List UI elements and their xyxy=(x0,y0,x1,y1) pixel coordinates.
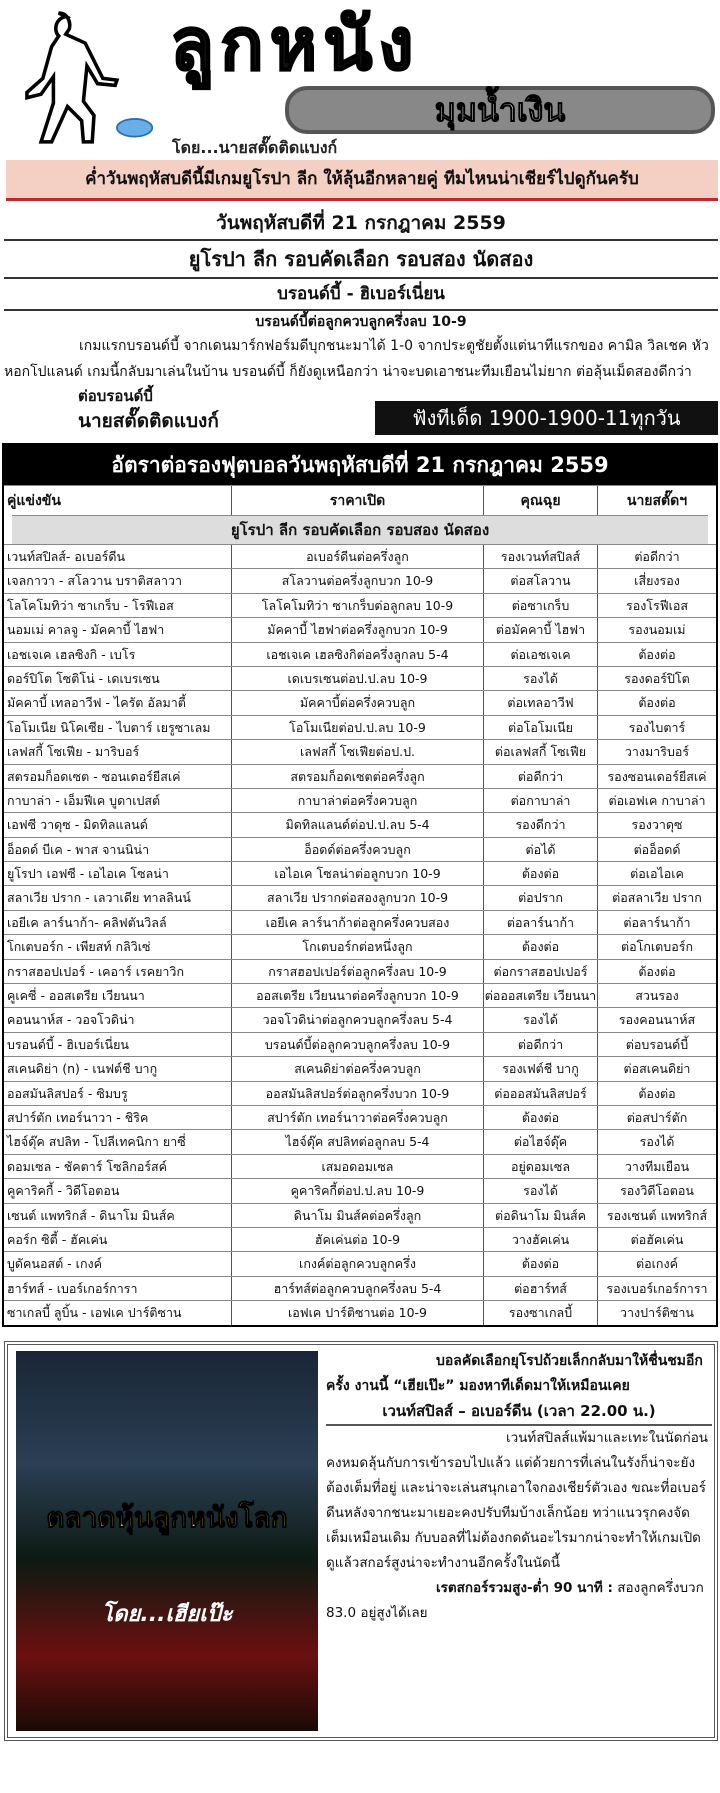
table-cell: เอชเจเค เฮลซิงกิต่อครึ่งลูกลบ 5-4 xyxy=(232,643,484,666)
table-row xyxy=(4,715,716,739)
table-cell: สปาร์ตัก เทอร์นาวาต่อครึ่งควบลูก xyxy=(232,1106,484,1129)
table-cell: ต่อลาร์นาก้า xyxy=(484,911,598,934)
table-cell: ต่อฮาร์ทส์ xyxy=(484,1277,598,1300)
table-header-row xyxy=(4,485,716,515)
table-cell: ต่ออ็อดด์ xyxy=(633,841,681,857)
pick-row xyxy=(4,385,718,435)
table-cell: รองดีกว่า xyxy=(484,813,598,836)
table-row xyxy=(4,544,716,568)
table-row xyxy=(4,910,716,934)
table-cell: กาบาล่าต่อครึ่งควบลูก xyxy=(232,789,484,812)
table-cell: มิดทิลแลนด์ต่อป.ป.ลบ 5-4 xyxy=(232,813,484,836)
table-cell: โกเตบอร์ก - เพียสท์ กลิวิเซ่ xyxy=(4,935,232,958)
score-value: สองลูกครึ่งบวก 83.0 อยู่สูงได้เลย xyxy=(326,1579,704,1621)
table-cell: ต้องต่อ xyxy=(638,963,676,979)
table-cell: สเคนดิย่าต่อครึ่งควบลูก xyxy=(232,1057,484,1080)
table-cell: ต่อมัคคาบี้ ไฮฟา xyxy=(484,618,598,641)
odds-line: บรอนด์บี้ต่อลูกควบลูกครึ่งลบ 10-9 xyxy=(255,314,467,330)
table-cell: ต่อสลาเวีย ปราก xyxy=(612,890,702,906)
table-cell: รองเบอร์เกอร์การา xyxy=(606,1280,708,1296)
table-cell: กราสฮอปเปอร์ - เคอาร์ เรคยาวิก xyxy=(4,960,232,983)
table-cell: วางทีมเยือน xyxy=(624,1158,690,1174)
score-label: เรตสกอร์รวมสูง-ต่ำ 90 นาที : xyxy=(436,1579,613,1596)
table-cell: ต่อออสมันลิสปอร์ xyxy=(484,1082,598,1105)
table-cell: เสี่ยงรอง xyxy=(634,573,680,589)
table-row xyxy=(4,1227,716,1251)
table-cell: คอนนาห์ส - วอจโวดิน่า xyxy=(4,1008,232,1031)
table-cell: โอโมเนีย นิโคเซีย - ไบตาร์ เยรูซาเลม xyxy=(4,716,232,739)
table-cell: รองวาดุซ xyxy=(631,817,683,833)
table-cell: คูเคซี่ - ออสเตรีย เวียนนา xyxy=(4,984,232,1007)
column-box xyxy=(4,1341,718,1741)
score-line xyxy=(326,1576,712,1626)
table-cell: รองไบตาร์ xyxy=(628,719,686,735)
table-row xyxy=(4,1129,716,1153)
table-cell: เอฟเค ปาร์ติซานต่อ 10-9 xyxy=(232,1301,484,1324)
table-cell: เอยีเค ลาร์นาก้าต่อลูกครึ่งควบสอง xyxy=(232,911,484,934)
table-cell: ต่อดีกว่า xyxy=(484,765,598,788)
table-row xyxy=(4,1154,716,1178)
preview-paragraph: เกมแรกบรอนด์บี้ จากเดนมาร์กฟอร์มดีบุกชนะมาได้ 1-0 จากประตูชัยตั้งแต่นาทีแรกของ คามิล วิลเชค หัวหอกโปแลนด์ เกมนี้กลับมาเล่นในบ้าน บรอนด์บี้ ก็ยังดูเหนือกว่า น่าจะบดเอาชนะทีมเยือนไม่ยาก ต่อลุ้นเม็ดสองดีกว่า xyxy=(4,338,709,380)
table-cell: เสมอดอมเซล xyxy=(232,1155,484,1178)
logo-subtitle: มุมน้ำเงิน xyxy=(285,86,715,134)
image-title: ตลาดหุ้นลูกหนังโลก xyxy=(46,1500,288,1534)
table-cell: ต่อสเคนดิย่า xyxy=(623,1061,691,1077)
table-row xyxy=(4,1276,716,1300)
table-cell: มัคคาบี้ ไฮฟาต่อครึ่งลูกบวก 10-9 xyxy=(232,618,484,641)
table-cell: ต้องต่อ xyxy=(638,646,676,662)
table-cell: ต่อออสเตรีย เวียนนา xyxy=(484,984,598,1007)
table-cell: ออสมันลิสปอร์ต่อลูกครึ่งบวก 10-9 xyxy=(232,1082,484,1105)
table-row xyxy=(4,764,716,788)
table-cell: ต่อเอฟเค กาบาล่า xyxy=(608,792,706,808)
table-cell: เจลกาวา - สโลวาน บราติสลาวา xyxy=(4,569,232,592)
column-image xyxy=(16,1351,318,1731)
table-cell: ต่อลาร์นาก้า xyxy=(623,914,691,930)
masthead-logo xyxy=(0,0,720,160)
table-cell: เลฟสกี้ โซเฟียต่อป.ป. xyxy=(232,740,484,763)
match-heading: บรอนด์บี้ - ฮิเบอร์เนี่ยน xyxy=(4,279,718,311)
hotline-banner: ฟังทีเด็ด 1900-1900-11ทุกวัน xyxy=(375,401,718,435)
table-cell: มัคคาบี้ต่อครึ่งควบลูก xyxy=(232,691,484,714)
column-header: ราคาเปิด xyxy=(232,486,484,515)
table-cell: นอมเม่ คาลจู - มัคคาบี้ ไฮฟา xyxy=(4,618,232,641)
odds-table xyxy=(2,443,718,1327)
table-cell: วางปาร์ติซาน xyxy=(620,1305,694,1321)
table-cell: สตรอมก็อดเซต - ซอนเดอร์ยีสเค่ xyxy=(4,765,232,788)
table-cell: เวนท์สปิลส์- อเบอร์ดีน xyxy=(4,545,232,568)
table-cell: รองดอร์ปิโต xyxy=(624,670,690,686)
table-cell: สเคนดิย่า (n) - เนฟต์ชี บากู xyxy=(4,1057,232,1080)
table-cell: เอฟซี วาดุซ - มิดทิลแลนด์ xyxy=(4,813,232,836)
table-cell: ฮาร์ทส์ต่อลูกควบลูกครึ่งลบ 5-4 xyxy=(232,1277,484,1300)
table-cell: อ็อดด์ต่อครึ่งควบลูก xyxy=(232,838,484,861)
table-cell: ดินาโม มินส์คต่อครึ่งลูก xyxy=(232,1204,484,1227)
table-row xyxy=(4,959,716,983)
table-cell: ต้องต่อ xyxy=(484,935,598,958)
table-cell: เอไอเค โซลน่าต่อลูกบวก 10-9 xyxy=(232,862,484,885)
table-row xyxy=(4,690,716,714)
logo-byline: โดย...นายสตั๊ดติดแบงก์ xyxy=(172,138,338,157)
table-cell: เอยีเค ลาร์นาก้า- คลิฟตันวิลล์ xyxy=(4,911,232,934)
table-cell: ต่อฮัคเค่น xyxy=(630,1231,684,1247)
table-row xyxy=(4,593,716,617)
table-cell: ต่อสโลวาน xyxy=(484,569,598,592)
table-cell: รองซอนเดอร์ยีสเค่ xyxy=(607,768,707,784)
table-cell: เอชเจเค เฮลซิงกิ - เบโร xyxy=(4,643,232,666)
competition-heading: ยูโรปา ลีก รอบคัดเลือก รอบสอง นัดสอง xyxy=(4,241,718,279)
table-cell: รองเฟต์ชี บากู xyxy=(484,1057,598,1080)
table-row xyxy=(4,1007,716,1031)
table-row xyxy=(4,1105,716,1129)
table-cell: รองได้ xyxy=(639,1134,675,1150)
table-cell: รองซาเกลบี้ xyxy=(484,1301,598,1324)
table-row xyxy=(4,983,716,1007)
table-cell: ต่อดีกว่า xyxy=(634,549,680,564)
headline-banner: ค่ำวันพฤหัสบดีนี้มีเกมยูโรปา ลีก ให้ลุ้นอีกหลายคู่ ทีมไหนน่าเชียร์ไปดูกันครับ xyxy=(6,160,718,201)
table-row xyxy=(4,1178,716,1202)
table-cell: ต้องต่อ xyxy=(484,1106,598,1129)
table-row xyxy=(4,788,716,812)
table-cell: รองได้ xyxy=(484,1008,598,1031)
table-row xyxy=(4,812,716,836)
table-cell: รองได้ xyxy=(484,1179,598,1202)
table-cell: วางมาริบอร์ xyxy=(624,744,690,760)
table-cell: ต่อเทลอาวีฟ xyxy=(484,691,598,714)
table-cell: อเบอร์ดีนต่อครึ่งลูก xyxy=(232,545,484,568)
table-cell: ฮาร์ทส์ - เบอร์เกอร์การา xyxy=(4,1277,232,1300)
table-cell: ไฮจ์ดุ๊ค สปลิท - โปลีเทคนิกา ยาซี่ xyxy=(4,1130,232,1153)
table-cell: คอร์ก ซิตี้ - ฮัคเค่น xyxy=(4,1228,232,1251)
table-body xyxy=(4,544,716,1325)
table-title: อัตราต่อรองฟุตบอลวันพฤหัสบดีที่ 21 กรกฎาคม 2559 xyxy=(4,445,716,485)
table-cell: สปาร์ตัก เทอร์นาวา - ชิริค xyxy=(4,1106,232,1129)
table-cell: กราสฮอปเปอร์ต่อลูกครึ่งลบ 10-9 xyxy=(232,960,484,983)
table-cell: เซนต์ แพทริกส์ - ดินาโม มินส์ค xyxy=(4,1204,232,1227)
article-body: เวนท์สปิลส์แพ้มาและเทะในนัดก่อน คงหมดลุ้นกับการเข้ารอบไปแล้ว แต่ด้วยการที่เล่นในรังก็น่าจะยังต้องเต็มที่อยู่ และน่าจะเล่นสนุกเอาใจกองเชียร์ตัวเอง ขณะที่อเบอร์ดีนหลังจากชนะมาเยอะคงปรับทีมบ้างเล็กน้อย ทว่าแนวรุกคงจัดเต็มเหมือนเดิม กับบอลที่ไม่ต้องกดดันอะไรมากน่าจะทำให้เกมเปิด ดูแล้วสกอร์สูงน่าจะทำงานอีกครั้งในนัดนี้ xyxy=(326,1429,709,1571)
table-cell: คูคาริคกี้ - วิดีโอตอน xyxy=(4,1179,232,1202)
table-cell: ต้องต่อ xyxy=(638,1085,676,1101)
table-row xyxy=(4,1056,716,1080)
preview-section xyxy=(4,207,718,435)
table-row xyxy=(4,642,716,666)
table-section-heading: ยูโรปา ลีก รอบคัดเลือก รอบสอง นัดสอง xyxy=(12,515,708,544)
table-row xyxy=(4,1300,716,1324)
date-heading: วันพฤหัสบดีที่ 21 กรกฎาคม 2559 xyxy=(4,207,718,241)
table-cell: ออสมันลิสปอร์ - ซิมบรู xyxy=(4,1082,232,1105)
table-row xyxy=(4,1032,716,1056)
table-row xyxy=(4,568,716,592)
table-cell: สตรอมก็อดเซตต่อครึ่งลูก xyxy=(232,765,484,788)
column-header: คุณฉุย xyxy=(484,486,598,515)
table-cell: ไฮจ์ดุ๊ค สปลิทต่อลูกลบ 5-4 xyxy=(232,1130,484,1153)
image-byline: โดย...เฮียเป๊ะ xyxy=(101,1601,233,1627)
pick-block xyxy=(4,385,219,435)
table-cell: ต่อดีกว่า xyxy=(484,1033,598,1056)
table-row xyxy=(4,1203,716,1227)
table-cell: ต่อกาบาล่า xyxy=(484,789,598,812)
table-cell: รองได้ xyxy=(484,667,598,690)
table-cell: ต่อเอไอเค xyxy=(630,866,684,882)
table-row xyxy=(4,861,716,885)
table-cell: รองเวนท์สปิลส์ xyxy=(484,545,598,568)
table-row xyxy=(4,617,716,641)
table-cell: คูคาริคกี้ต่อป.ป.ลบ 10-9 xyxy=(232,1179,484,1202)
table-cell: ออสเตรีย เวียนนาต่อครึ่งลูกบวก 10-9 xyxy=(232,984,484,1007)
table-cell: ต่อโอโมเนีย xyxy=(484,716,598,739)
table-cell: ต่อสปาร์ตัก xyxy=(626,1109,688,1125)
table-cell: ดอมเซล - ชัคตาร์ โซลิกอร์สค์ xyxy=(4,1155,232,1178)
table-cell: เกงค์ต่อลูกควบลูกครึ่ง xyxy=(232,1252,484,1275)
table-row xyxy=(4,934,716,958)
table-cell: โกเตบอร์กต่อหนึ่งลูก xyxy=(232,935,484,958)
table-cell: โลโคโมทิว่า ซาเกร็บ - โรฟีเอส xyxy=(4,594,232,617)
table-cell: ต่อบรอนด์บี้ xyxy=(625,1036,689,1052)
table-cell: ต้องต่อ xyxy=(484,1252,598,1275)
column-article xyxy=(326,1349,712,1626)
table-cell: รองเซนต์ แพทริกส์ xyxy=(606,1207,708,1223)
table-cell: สลาเวีย ปราก - เลวาเดีย ทาลลินน์ xyxy=(4,886,232,909)
table-row xyxy=(4,739,716,763)
table-cell: ต้องต่อ xyxy=(484,862,598,885)
table-row xyxy=(4,666,716,690)
article-intro: บอลคัดเลือกยุโรปถ้วยเล็กกลับมาให้ชื่นชมอีกครั้ง งานนี้ “เฮียเป๊ะ” มองหาทีเด็ดมาให้เหมือนเคย xyxy=(326,1352,703,1394)
table-cell: ซาเกลบี้ ลูบิ้น - เอฟเค ปาร์ติซาน xyxy=(4,1301,232,1324)
table-cell: ต่อโกเตบอร์ก xyxy=(620,939,694,955)
column-header: นายสตั๊ดฯ xyxy=(626,493,688,509)
pick-label: ต่อบรอนด์บี้ xyxy=(78,387,153,405)
table-cell: กาบาล่า - เอ็มฟีเค บูดาเปสต์ xyxy=(4,789,232,812)
table-cell: วางฮัคเค่น xyxy=(484,1228,598,1251)
table-cell: อ็อดด์ บีเค - พาส จานนิน่า xyxy=(4,838,232,861)
table-row xyxy=(4,1081,716,1105)
table-cell: ฮัคเค่นต่อ 10-9 xyxy=(232,1228,484,1251)
column-header: คู่แข่งขัน xyxy=(4,486,232,515)
table-cell: เดเบรเซนต่อป.ป.ลบ 10-9 xyxy=(232,667,484,690)
table-cell: ต่อได้ xyxy=(484,838,598,861)
table-cell: ต่อดินาโม มินส์ค xyxy=(484,1204,598,1227)
table-cell: ต่อเกงค์ xyxy=(636,1256,678,1272)
table-cell: โอโมเนียต่อป.ป.ลบ 10-9 xyxy=(232,716,484,739)
logo-title: ลูกหนัง xyxy=(170,2,420,86)
table-cell: บูดัคนอสต์ - เกงค์ xyxy=(4,1252,232,1275)
table-cell: ต่อซาเกร็บ xyxy=(484,594,598,617)
table-cell: สวนรอง xyxy=(635,988,679,1004)
table-cell: โลโคโมทิว่า ซาเกร็บต่อลูกลบ 10-9 xyxy=(232,594,484,617)
table-cell: ดอร์ปิโต โซติโน่ - เดเบรเซน xyxy=(4,667,232,690)
table-cell: บรอนด์บี้ - ฮิเบอร์เนี่ยน xyxy=(4,1033,232,1056)
table-cell: ต่อกราสฮอปเปอร์ xyxy=(484,960,598,983)
table-row xyxy=(4,1251,716,1275)
table-cell: ต่อเลฟสกี้ โซเฟีย xyxy=(484,740,598,763)
table-cell: มัคคาบี้ เทลอาวีฟ - ไครัต อัลมาตี้ xyxy=(4,691,232,714)
table-cell: วอจโวดิน่าต่อลูกควบลูกครึ่งลบ 5-4 xyxy=(232,1008,484,1031)
table-row xyxy=(4,885,716,909)
table-cell: สลาเวีย ปรากต่อสองลูกบวก 10-9 xyxy=(232,886,484,909)
table-cell: รองคอนนาห์ส xyxy=(618,1012,696,1028)
table-cell: รองโรฟีเอส xyxy=(625,597,688,613)
table-row xyxy=(4,837,716,861)
table-cell: เลฟสกี้ โซเฟีย - มาริบอร์ xyxy=(4,740,232,763)
article-match: เวนท์สปิลส์ – อเบอร์ดีน (เวลา 22.00 น.) xyxy=(326,1399,712,1426)
table-cell: ต่อปราก xyxy=(484,886,598,909)
table-cell: ยูโรปา เอฟซี - เอไอเค โซลน่า xyxy=(4,862,232,885)
table-cell: อยู่ดอมเซล xyxy=(484,1155,598,1178)
author-name: นายสตั๊ดติดแบงก์ xyxy=(78,410,219,432)
table-cell: รองนอมเม่ xyxy=(628,622,686,638)
table-cell: ต่อไฮจ์ดุ๊ค xyxy=(484,1130,598,1153)
table-cell: บรอนด์บี้ต่อลูกควบลูกครึ่งลบ 10-9 xyxy=(232,1033,484,1056)
table-cell: รองวิดีโอตอน xyxy=(620,1183,694,1199)
footballer-silhouette-icon xyxy=(4,6,154,156)
table-cell: ต่อเอชเจเค xyxy=(484,643,598,666)
table-cell: สโลวานต่อครึ่งลูกบวก 10-9 xyxy=(232,569,484,592)
table-cell: ต้องต่อ xyxy=(638,695,676,711)
